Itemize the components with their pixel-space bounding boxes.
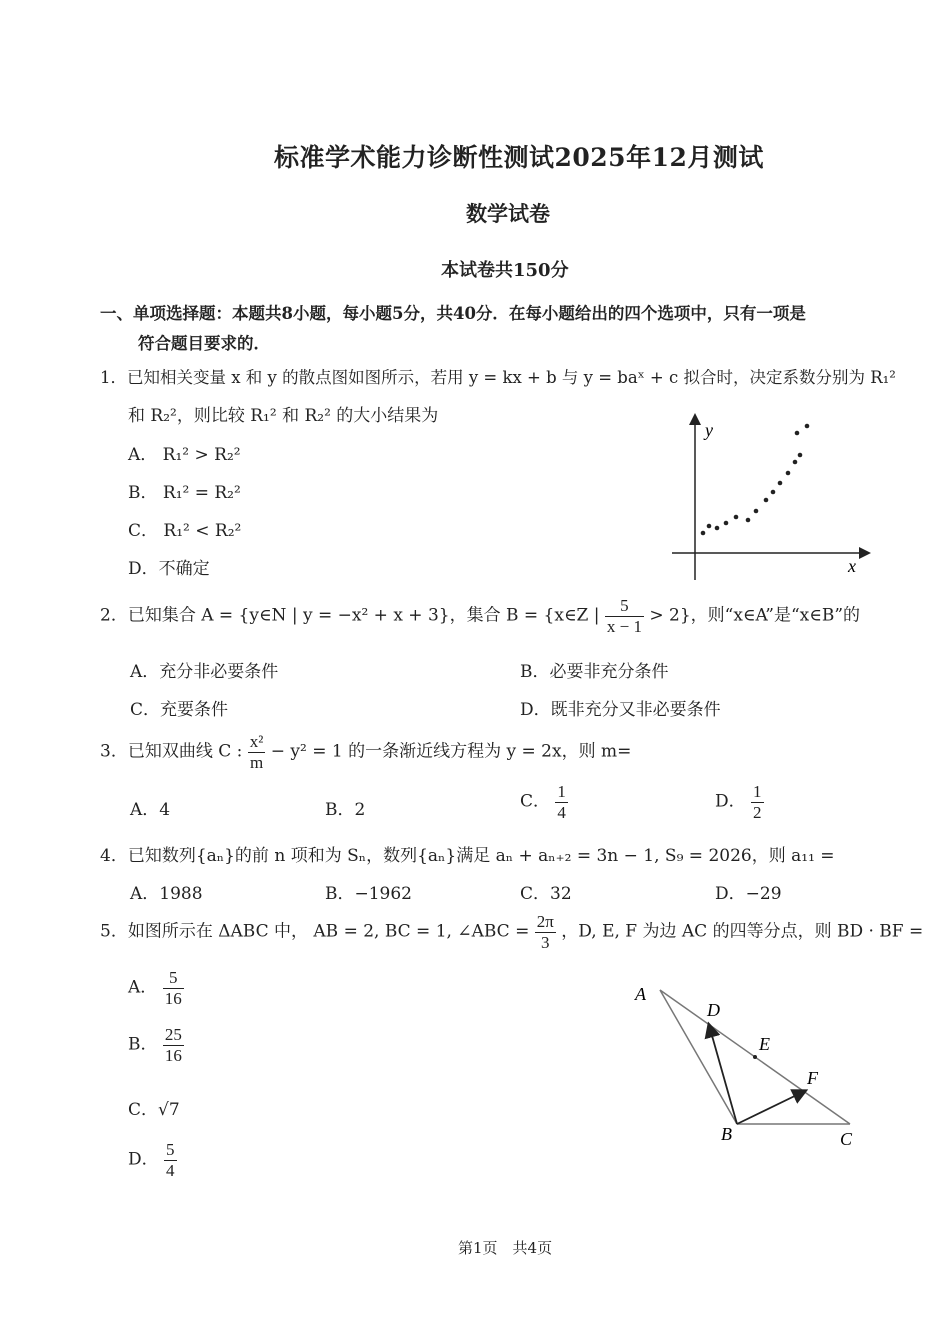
label-b: B bbox=[721, 1124, 732, 1144]
q3-frac-num: x² bbox=[249, 732, 264, 751]
q5-option-d-label: D． bbox=[128, 1149, 159, 1170]
scatter-point bbox=[798, 453, 803, 458]
q5-option-d bbox=[128, 1140, 177, 1180]
scatter-point bbox=[746, 518, 751, 523]
q2-fraction bbox=[605, 596, 644, 636]
q5-option-d-frac bbox=[164, 1140, 177, 1180]
label-e: E bbox=[759, 1034, 770, 1054]
q5-option-a bbox=[128, 968, 184, 1008]
y-axis-label: y bbox=[705, 420, 713, 440]
q5-frac-den: 3 bbox=[541, 932, 550, 952]
score-note: 本试卷共150分 bbox=[441, 260, 569, 281]
q2-frac-num: 5 bbox=[605, 596, 644, 617]
scatter-point bbox=[771, 490, 776, 495]
scatter-point bbox=[754, 509, 759, 514]
scatter-point bbox=[715, 526, 720, 531]
scatter-point bbox=[795, 431, 800, 436]
q3-frac-den: m bbox=[249, 752, 264, 772]
q3-option-b: B．2 bbox=[325, 800, 366, 820]
q3-fraction bbox=[248, 732, 266, 772]
q3-d-num: 1 bbox=[753, 782, 762, 801]
q3-option-d-frac bbox=[751, 782, 764, 822]
exam-subject: 数学试卷 bbox=[466, 201, 550, 226]
q5-fraction bbox=[535, 912, 556, 952]
q3-c-den: 4 bbox=[557, 802, 566, 822]
point-e bbox=[753, 1055, 757, 1059]
scatter-point bbox=[793, 460, 798, 465]
q4-option-d: D．−29 bbox=[715, 884, 782, 904]
q3-stem bbox=[100, 732, 631, 772]
q1-stem-line1: 1．已知相关变量 x 和 y 的散点图如图所示，若用 y = kx + b 与 y = baˣ + c 拟合时，决定系数分别为 R₁² bbox=[100, 368, 896, 387]
q5-stem-part-b: ，D, E, F 为边 AC 的四等分点，则 BD · BF = bbox=[561, 921, 924, 942]
q3-option-c-label: C． bbox=[520, 791, 551, 812]
q2-stem bbox=[100, 596, 860, 636]
q5-option-b bbox=[128, 1025, 184, 1065]
label-f: F bbox=[807, 1068, 818, 1088]
q1-option-b: B． R₁² = R₂² bbox=[128, 483, 241, 503]
scatter-point bbox=[764, 498, 769, 503]
q4-stem: 4．已知数列{aₙ}的前 n 项和为 Sₙ，数列{aₙ}满足 aₙ + aₙ₊₂ = 3n − 1, S₉ = 2026，则 a₁₁ = bbox=[100, 846, 835, 866]
q4-option-a: A．1988 bbox=[130, 884, 203, 904]
vector-bd bbox=[709, 1025, 737, 1124]
q3-option-d-label: D． bbox=[715, 791, 746, 812]
q5-a-den: 16 bbox=[164, 988, 182, 1008]
scatter-point bbox=[778, 481, 783, 486]
q1-scatter-plot bbox=[660, 410, 880, 590]
q2-option-d: D．既非充分又非必要条件 bbox=[520, 700, 721, 720]
scatter-point bbox=[734, 515, 739, 520]
x-axis-label: x bbox=[848, 556, 856, 576]
q5-b-num: 25 bbox=[164, 1025, 182, 1044]
label-a: A bbox=[635, 984, 646, 1004]
page-footer: 第1页 共4页 bbox=[458, 1239, 553, 1257]
q5-d-num: 5 bbox=[166, 1140, 175, 1159]
q5-b-den: 16 bbox=[164, 1045, 182, 1065]
q3-stem-part-b: − y² = 1 的一条渐近线方程为 y = 2x，则 m= bbox=[270, 741, 632, 762]
q2-option-a: A．充分非必要条件 bbox=[130, 662, 279, 682]
q3-option-a: A．4 bbox=[130, 800, 171, 820]
q1-option-d: D．不确定 bbox=[128, 559, 210, 579]
q4-option-c: C．32 bbox=[520, 884, 572, 904]
label-d: D bbox=[707, 1000, 720, 1020]
q2-frac-den: x − 1 bbox=[606, 616, 642, 636]
q3-option-c bbox=[520, 782, 568, 822]
vector-bf bbox=[737, 1091, 805, 1124]
q2-option-b: B．必要非充分条件 bbox=[520, 662, 669, 682]
q3-option-c-frac bbox=[555, 782, 568, 822]
q5-option-b-label: B． bbox=[128, 1034, 158, 1055]
scatter-point bbox=[724, 521, 729, 526]
section-heading-line2: 符合题目要求的． bbox=[138, 334, 270, 353]
q1-option-c: C． R₁² < R₂² bbox=[128, 521, 242, 541]
q2-option-c: C．充要条件 bbox=[130, 700, 229, 720]
q5-option-a-label: A． bbox=[128, 977, 158, 998]
q2-stem-part-a: 2．已知集合 A = {y∈N | y = −x² + x + 3}，集合 B = {x∈Z | bbox=[100, 605, 600, 626]
q5-option-c: C．√7 bbox=[128, 1100, 180, 1120]
scatter-point bbox=[701, 531, 706, 536]
q5-d-den: 4 bbox=[166, 1160, 175, 1180]
q5-stem-part-a: 5．如图所示在 ΔABC 中， AB = 2, BC = 1, ∠ABC = bbox=[100, 921, 530, 942]
q5-a-num: 5 bbox=[163, 968, 184, 989]
q5-frac-num: 2π bbox=[536, 912, 554, 931]
q5-triangle-figure bbox=[625, 980, 875, 1155]
scatter-point bbox=[786, 471, 791, 476]
q5-option-a-frac bbox=[163, 968, 184, 1008]
q1-stem-line2: 和 R₂²，则比较 R₁² 和 R₂² 的大小结果为 bbox=[128, 406, 439, 426]
scatter-point bbox=[707, 524, 712, 529]
side-ab bbox=[660, 990, 737, 1124]
q3-c-num: 1 bbox=[557, 782, 566, 801]
q4-option-b: B．−1962 bbox=[325, 884, 413, 904]
q1-option-a: A． R₁² > R₂² bbox=[128, 445, 241, 465]
q3-stem-part-a: 3．已知双曲线 C : bbox=[100, 741, 243, 762]
q5-option-b-frac bbox=[163, 1025, 184, 1065]
section-heading-line1: 一、单项选择题：本题共8小题，每小题5分，共40分．在每小题给出的四个选项中，只有一项是 bbox=[100, 304, 806, 323]
q3-d-den: 2 bbox=[753, 802, 762, 822]
scatter-point bbox=[805, 424, 810, 429]
q2-stem-part-b: > 2}，则“x∈A”是“x∈B”的 bbox=[649, 605, 861, 626]
q5-stem bbox=[100, 912, 923, 952]
exam-title: 标准学术能力诊断性测试2025年12月测试 bbox=[274, 143, 764, 172]
q3-option-d bbox=[715, 782, 764, 822]
label-c: C bbox=[840, 1129, 853, 1149]
